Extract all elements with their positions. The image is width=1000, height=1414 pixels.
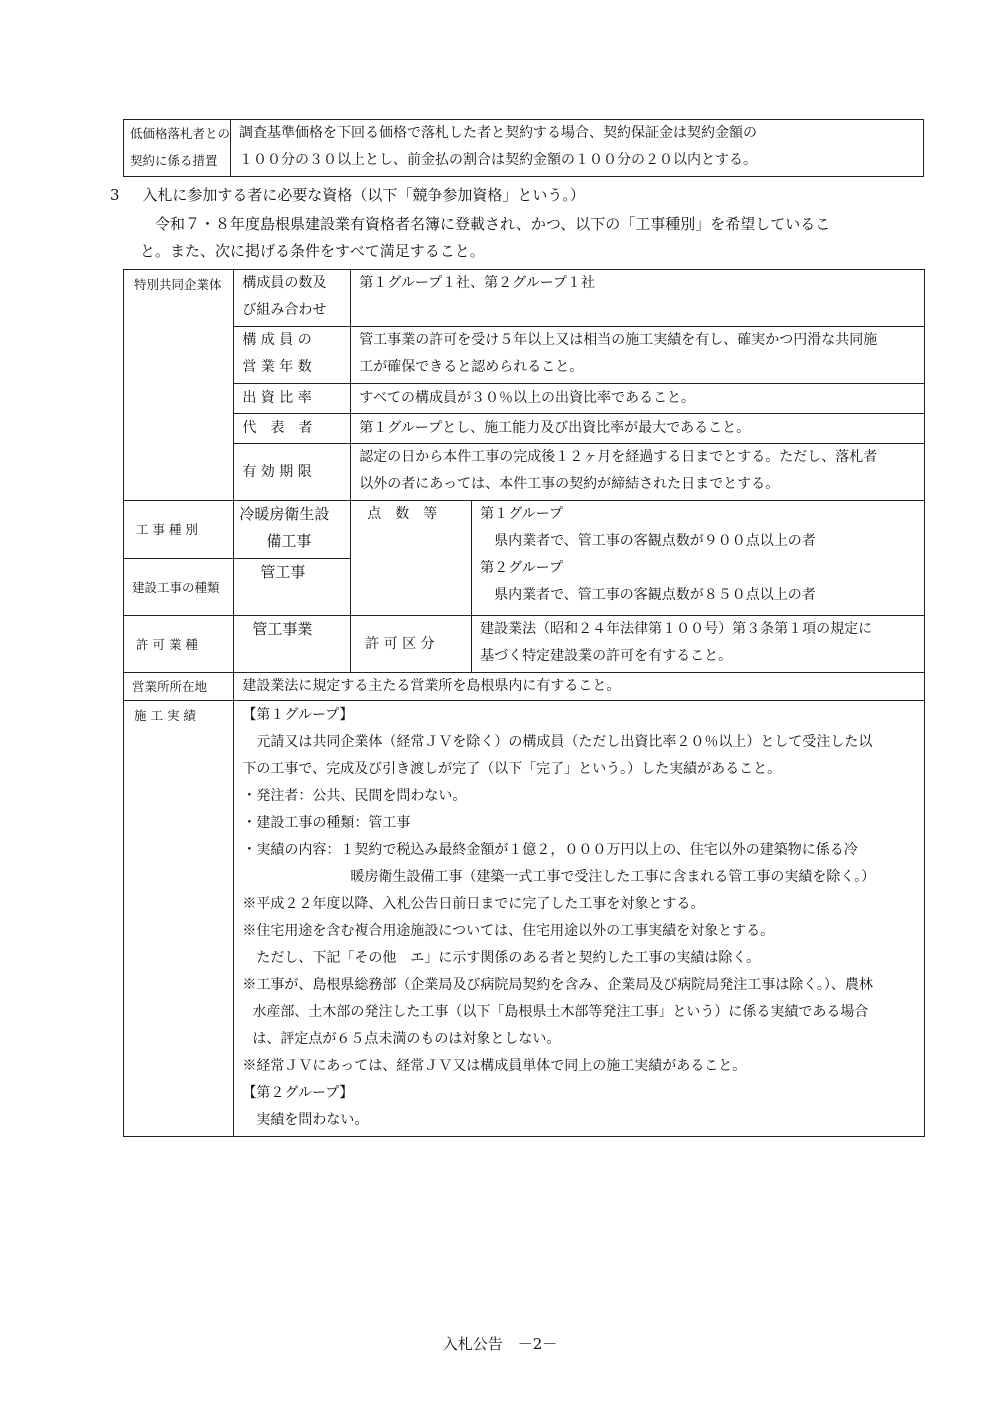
section3-title: 入札に参加する者に必要な資格（以下「競争参加資格」という。） bbox=[142, 186, 585, 204]
jv-label: 特別共同企業体 bbox=[124, 270, 234, 501]
eigyo-label: 営業所所在地 bbox=[124, 673, 234, 701]
jv-row-label bbox=[234, 327, 351, 384]
jisseki-line: ※工事が、島根県総務部（企業局及び病院局契約を含み、企業局及び病院局発注工事は除く。）、農林 bbox=[242, 977, 873, 993]
jisseki-line: ※平成２２年度以降、入札公告日前日までに完了した工事を対象とする。 bbox=[242, 896, 705, 912]
section3-intro-line1: 令和７・８年度島根県建設業有資格者名簿に登載され、かつ、以下の「工事種別」を希望しているこ bbox=[155, 215, 831, 233]
jisseki-line: ※経常ＪＶにあっては、経常ＪＶ又は構成員単体で同上の施工実績があること。 bbox=[242, 1058, 747, 1074]
jv-row-label-line: 構成員の数及 bbox=[242, 275, 327, 291]
low-price-text-line1: 調査基準価格を下回る価格で落札した者と契約する場合、契約保証金は契約金額の bbox=[239, 125, 758, 141]
kyoka-text bbox=[472, 616, 925, 673]
low-price-text bbox=[231, 120, 924, 177]
section3-heading bbox=[110, 182, 585, 208]
section3-intro-line2: と。また、次に掲げる条件をすべて満足すること。 bbox=[140, 242, 485, 260]
kyoka-text-line: 基づく特定建設業の許可を有すること。 bbox=[480, 648, 733, 664]
points-label: 点 数 等 bbox=[351, 501, 472, 616]
jisseki-line: 【第２グループ】 bbox=[242, 1085, 354, 1101]
section3-intro bbox=[140, 211, 930, 265]
jisseki-line: ・発注者：公共、民間を問わない。 bbox=[242, 788, 467, 804]
jv-row-text-line: 管工事業の許可を受け５年以上又は相当の施工実績を有し、確実かつ円滑な共同施 bbox=[359, 332, 878, 348]
jv-row-label bbox=[234, 270, 351, 327]
kensetsu-value: 管工事 bbox=[234, 559, 351, 616]
jisseki-line: 元請又は共同企業体（経常ＪＶを除く）の構成員（ただし出資比率２０％以上）として受注した以 bbox=[256, 734, 873, 750]
jisseki-label: 施 工 実 績 bbox=[124, 701, 234, 1137]
jisseki-line: 下の工事で、完成及び引き渡しが完了（以下「完了」という。）した実績があること。 bbox=[242, 761, 782, 777]
kouji-value-line: 備工事 bbox=[266, 532, 312, 550]
eigyo-text: 建設業法に規定する主たる営業所を島根県内に有すること。 bbox=[234, 673, 925, 701]
section3-number: 3 bbox=[110, 186, 120, 204]
group1-title: 第１グループ bbox=[480, 506, 563, 522]
jv-row-text: 第１グループとし、施工能力及び出資比率が最大であること。 bbox=[351, 414, 925, 444]
jv-row-label: 有 効 期 限 bbox=[234, 444, 351, 501]
kyoka-text-line: 建設業法（昭和２４年法律第１００号）第３条第１項の規定に bbox=[480, 621, 873, 637]
low-price-label bbox=[124, 120, 231, 177]
jv-row-text bbox=[351, 444, 925, 501]
low-price-label-line2: 契約に係る措置 bbox=[130, 153, 218, 168]
page-footer: 入札公告 －2－ bbox=[442, 1335, 558, 1353]
group2-title: 第２グループ bbox=[480, 560, 563, 576]
jv-row-text-line: 以外の者にあっては、本件工事の契約が締結された日までとする。 bbox=[359, 476, 780, 492]
low-price-table bbox=[123, 119, 924, 177]
jv-row-label-line: 営 業 年 数 bbox=[242, 359, 312, 375]
jisseki-line: 暖房衛生設備工事（建築一式工事で受注した工事に含まれる管工事の実績を除く。） bbox=[350, 869, 876, 885]
jisseki-line: 【第１グループ】 bbox=[242, 707, 354, 723]
jisseki-line: 実績を問わない。 bbox=[256, 1112, 369, 1128]
low-price-text-line2: １００分の３０以上とし、前金払の割合は契約金額の１００分の２０以内とする。 bbox=[239, 152, 758, 168]
jv-row-text: すべての構成員が３０％以上の出資比率であること。 bbox=[351, 384, 925, 414]
jv-row-text-line: 第１グループ１社、第２グループ１社 bbox=[359, 275, 595, 291]
qualification-table bbox=[123, 269, 925, 1137]
low-price-label-line1: 低価格落札者との bbox=[130, 126, 231, 141]
jisseki-line: は、評定点が６５点未満のものは対象としない。 bbox=[252, 1031, 561, 1047]
jisseki-line: ・建設工事の種類：管工事 bbox=[242, 815, 411, 831]
group2-text: 県内業者で、管工事の客観点数が８５０点以上の者 bbox=[494, 587, 816, 603]
jv-row-text bbox=[351, 270, 925, 327]
points-text bbox=[472, 501, 925, 616]
jisseki-line: ※住宅用途を含む複合用途施設については、住宅用途以外の工事実績を対象とする。 bbox=[242, 923, 775, 939]
jv-row-label-line: 構 成 員 の bbox=[242, 332, 312, 348]
jisseki-line: ただし、下記「その他 エ」に示す関係のある者と契約した工事の実績は除く。 bbox=[256, 950, 761, 966]
kouji-value bbox=[234, 501, 351, 559]
kensetsu-label: 建設工事の種類 bbox=[124, 559, 234, 616]
jv-row-text bbox=[351, 327, 925, 384]
jisseki-line: 水産部、土木部の発注した工事（以下「島根県土木部等発注工事」という）に係る実績である場合 bbox=[252, 1004, 869, 1020]
kyoka-kubun-label: 許 可 区 分 bbox=[351, 616, 472, 673]
jisseki-text bbox=[234, 701, 925, 1137]
jv-row-label: 代 表 者 bbox=[234, 414, 351, 444]
kouji-label: 工 事 種 別 bbox=[124, 501, 234, 559]
group1-text: 県内業者で、管工事の客観点数が９００点以上の者 bbox=[494, 533, 816, 549]
jv-row-text-line: 工が確保できると認められること。 bbox=[359, 359, 584, 375]
jisseki-line: ・実績の内容：１契約で税込み最終金額が１億２，０００万円以上の、住宅以外の建築物に係る冷 bbox=[242, 842, 858, 858]
kyoka-value: 管工事業 bbox=[234, 616, 351, 673]
jv-row-label: 出 資 比 率 bbox=[234, 384, 351, 414]
jv-row-label-line: び組み合わせ bbox=[242, 302, 327, 318]
kouji-value-line: 冷暖房衛生設 bbox=[239, 505, 330, 523]
jv-row-text-line: 認定の日から本件工事の完成後１２ヶ月を経過する日までとする。ただし、落札者 bbox=[359, 449, 878, 465]
kyoka-label: 許 可 業 種 bbox=[124, 616, 234, 673]
